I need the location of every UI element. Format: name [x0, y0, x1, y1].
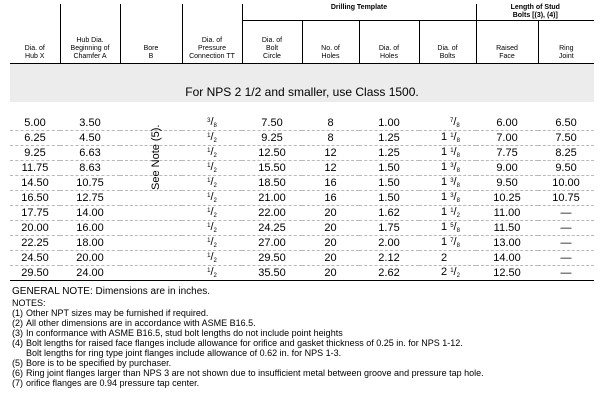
table-row — [10, 236, 594, 251]
cell-hub-dia: 3.50 — [60, 116, 120, 131]
cell-dia-holes: 1.75 — [359, 221, 419, 236]
cell-dia-hub: 11.75 — [10, 161, 60, 176]
cell-dia-holes: 2.00 — [359, 236, 419, 251]
cell-pressure-connection: $^1$/2 — [182, 266, 242, 281]
cell-no-holes: 12 — [302, 146, 359, 161]
cell-dia-hub: 20.00 — [10, 221, 60, 236]
cell-hub-dia: 18.00 — [60, 236, 120, 251]
cell-dia-hub: 22.25 — [10, 236, 60, 251]
notes-section — [12, 286, 592, 388]
cell-ring-joint: 8.25 — [538, 146, 594, 161]
cell-dia-bolts: 1 $^3$/8 — [419, 161, 476, 176]
cell-dia-bolts: 1 $^3$/8 — [419, 191, 476, 206]
header-length-stud-bolts: Length of Stud Bolts [(3), (4)] — [476, 4, 594, 21]
cell-no-holes: 16 — [302, 191, 359, 206]
cell-dia-holes: 2.62 — [359, 266, 419, 281]
cell-raised-face: 13.00 — [476, 236, 538, 251]
table-row — [10, 206, 594, 221]
note-item: (7) orifice flanges are 0.94 pressure tap center. — [12, 378, 200, 388]
cell-ring-joint: 7.50 — [538, 131, 594, 146]
cell-dia-bolts: 1 $^1$/8 — [419, 146, 476, 161]
cell-dia-hub: 17.75 — [10, 206, 60, 221]
note-item: (6) Ring joint flanges larger than NPS 3 are not shown due to insufficient metal between groove and pressure tap hole. — [12, 368, 484, 378]
table-row — [10, 251, 594, 266]
cell-raised-face: 11.50 — [476, 221, 538, 236]
cell-pressure-connection: $^1$/2 — [182, 206, 242, 221]
cell-pressure-connection: $^1$/2 — [182, 191, 242, 206]
cell-no-holes: 20 — [302, 266, 359, 281]
cell-bolt-circle: 7.50 — [242, 116, 302, 131]
note-item: (5) Bore is to be specified by purchaser. — [12, 358, 172, 368]
cell-hub-dia: 20.00 — [60, 251, 120, 266]
cell-bolt-circle: 21.00 — [242, 191, 302, 206]
cell-pressure-connection: $^1$/2 — [182, 221, 242, 236]
cell-raised-face: 7.75 — [476, 146, 538, 161]
cell-bolt-circle: 29.50 — [242, 251, 302, 266]
cell-dia-holes: 1.50 — [359, 176, 419, 191]
note-item: (2) All other dimensions are in accordance with ASME B16.5. — [12, 318, 256, 328]
cell-bolt-circle: 22.00 — [242, 206, 302, 221]
cell-bolt-circle: 15.50 — [242, 161, 302, 176]
table-row — [10, 191, 594, 206]
cell-raised-face: 6.00 — [476, 116, 538, 131]
header-dia-hub: Dia. of Hub X — [10, 4, 60, 64]
cell-raised-face: 12.50 — [476, 266, 538, 281]
cell-bore — [120, 206, 182, 221]
cell-hub-dia: 14.00 — [60, 206, 120, 221]
header-dia-bolt-circle: Dia. of Bolt Circle — [242, 21, 302, 64]
cell-no-holes: 12 — [302, 161, 359, 176]
cell-dia-hub: 16.50 — [10, 191, 60, 206]
cell-raised-face: 14.00 — [476, 251, 538, 266]
cell-dia-holes: 2.12 — [359, 251, 419, 266]
cell-dia-bolts: 1 $^7$/8 — [419, 236, 476, 251]
cell-pressure-connection: $^1$/2 — [182, 251, 242, 266]
table-row — [10, 146, 594, 161]
cell-dia-hub: 9.25 — [10, 146, 60, 161]
cell-hub-dia: 8.63 — [60, 161, 120, 176]
table-row — [10, 161, 594, 176]
cell-no-holes: 20 — [302, 221, 359, 236]
cell-dia-bolts: 1 $^3$/8 — [419, 176, 476, 191]
header-ring-joint: Ring Joint — [538, 21, 594, 64]
cell-bolt-circle: 24.25 — [242, 221, 302, 236]
cell-dia-hub: 6.25 — [10, 131, 60, 146]
cell-hub-dia: 16.00 — [60, 221, 120, 236]
cell-ring-joint: 10.75 — [538, 191, 594, 206]
cell-bore — [120, 221, 182, 236]
header-dia-holes: Dia. of Holes — [359, 21, 419, 64]
bore-note: See Note (5). — [150, 124, 162, 190]
cell-pressure-connection: $^3$/8 — [182, 116, 242, 131]
cell-hub-dia: 24.00 — [60, 266, 120, 281]
table-row — [10, 131, 594, 146]
cell-ring-joint: 6.50 — [538, 116, 594, 131]
cell-pressure-connection: $^1$/2 — [182, 131, 242, 146]
cell-no-holes: 20 — [302, 251, 359, 266]
cell-dia-hub: 24.50 — [10, 251, 60, 266]
note-item-continuation: Bolt lengths for ring type joint flanges include allowance of 0.62 in. for NPS 1-3. — [26, 348, 342, 358]
cell-dia-holes: 1.25 — [359, 146, 419, 161]
cell-no-holes: 16 — [302, 176, 359, 191]
cell-pressure-connection: $^1$/2 — [182, 236, 242, 251]
cell-hub-dia: 10.75 — [60, 176, 120, 191]
cell-bolt-circle: 9.25 — [242, 131, 302, 146]
cell-dia-bolts: 1 $^1$/2 — [419, 206, 476, 221]
cell-hub-dia: 12.75 — [60, 191, 120, 206]
cell-dia-holes: 1.62 — [359, 206, 419, 221]
cell-dia-holes: 1.50 — [359, 191, 419, 206]
cell-raised-face: 7.00 — [476, 131, 538, 146]
header-raised-face: Raised Face — [476, 21, 538, 64]
cell-dia-hub: 5.00 — [10, 116, 60, 131]
flange-dimensions-table — [10, 4, 594, 281]
cell-dia-bolts: 1 $^1$/8 — [419, 131, 476, 146]
cell-no-holes: 20 — [302, 236, 359, 251]
general-note: GENERAL NOTE: Dimensions are in inches. — [12, 286, 211, 297]
cell-pressure-connection: $^1$/2 — [182, 176, 242, 191]
note-item: (4) Bolt lengths for raised face flanges include allowance for orifice and gasket thickness of 0.25 in. for NPS 1-12. — [12, 338, 463, 348]
cell-dia-holes: 1.00 — [359, 116, 419, 131]
cell-raised-face: 11.00 — [476, 206, 538, 221]
cell-no-holes: 8 — [302, 131, 359, 146]
cell-ring-joint: — — [538, 236, 594, 251]
cell-hub-dia: 6.63 — [60, 146, 120, 161]
header-bore: Bore B — [120, 4, 182, 64]
cell-ring-joint: 10.00 — [538, 176, 594, 191]
table-row — [10, 176, 594, 191]
cell-dia-bolts: 2 $^1$/2 — [419, 266, 476, 281]
cell-dia-bolts: 2 — [419, 251, 476, 266]
cell-bolt-circle: 12.50 — [242, 146, 302, 161]
cell-ring-joint: — — [538, 266, 594, 281]
cell-hub-dia: 4.50 — [60, 131, 120, 146]
cell-bolt-circle: 27.00 — [242, 236, 302, 251]
cell-bore — [120, 191, 182, 206]
table-row — [10, 116, 594, 131]
header-drilling-template: Drilling Template — [242, 4, 476, 21]
header-hub-dia: Hub Dia. Beginning of Chamfer A — [60, 4, 120, 64]
cell-bore — [120, 251, 182, 266]
header-no-holes: No. of Holes — [302, 21, 359, 64]
cell-dia-bolts: $^7$/8 — [419, 116, 476, 131]
cell-pressure-connection: $^1$/2 — [182, 146, 242, 161]
cell-dia-hub: 29.50 — [10, 266, 60, 281]
table-row — [10, 221, 594, 236]
cell-ring-joint: — — [538, 251, 594, 266]
cell-raised-face: 10.25 — [476, 191, 538, 206]
header-dia-pressure: Dia. of Pressure Connection TT — [182, 4, 242, 64]
cell-raised-face: 9.00 — [476, 161, 538, 176]
nps-note: For NPS 2 1/2 and smaller, use Class 1500. — [10, 82, 594, 102]
table-row — [10, 266, 594, 281]
cell-ring-joint: — — [538, 221, 594, 236]
note-item: (1) Other NPT sizes may be furnished if required. — [12, 308, 209, 318]
cell-ring-joint: — — [538, 206, 594, 221]
cell-dia-bolts: 1 $^5$/8 — [419, 221, 476, 236]
cell-raised-face: 9.50 — [476, 176, 538, 191]
cell-no-holes: 8 — [302, 116, 359, 131]
cell-bolt-circle: 18.50 — [242, 176, 302, 191]
note-item: (3) In conformance with ASME B16.5, stud bolt lengths do not include point heights — [12, 328, 343, 338]
cell-bolt-circle: 35.50 — [242, 266, 302, 281]
cell-dia-holes: 1.50 — [359, 161, 419, 176]
notes-title: NOTES: — [12, 298, 46, 308]
cell-no-holes: 20 — [302, 206, 359, 221]
cell-pressure-connection: $^1$/2 — [182, 161, 242, 176]
cell-bore — [120, 266, 182, 281]
header-dia-bolts: Dia. of Bolts — [419, 21, 476, 64]
cell-dia-hub: 14.50 — [10, 176, 60, 191]
cell-bore — [120, 236, 182, 251]
cell-dia-holes: 1.25 — [359, 131, 419, 146]
cell-ring-joint: 9.50 — [538, 161, 594, 176]
